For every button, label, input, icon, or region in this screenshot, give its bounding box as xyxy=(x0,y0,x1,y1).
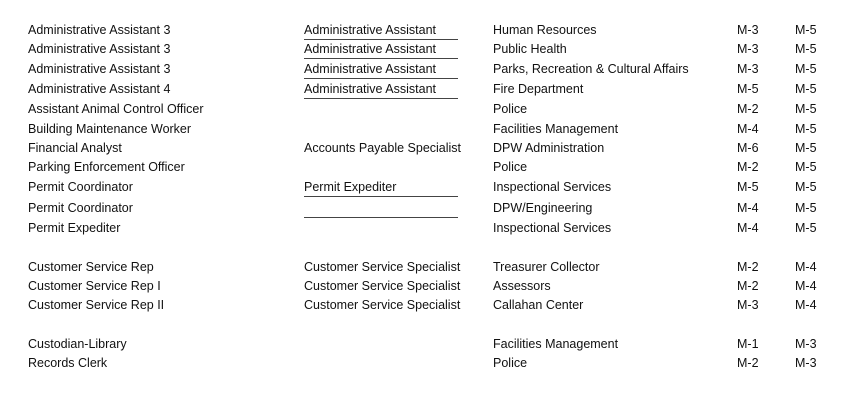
title-cell: Administrative Assistant 4 xyxy=(28,82,171,96)
current-grade-cell: M-3 xyxy=(737,62,759,76)
table-row xyxy=(0,335,848,354)
new-title-cell: Customer Service Specialist xyxy=(304,298,461,312)
new-grade-cell: M-5 xyxy=(795,82,817,96)
table-row xyxy=(0,60,848,79)
new-grade-cell: M-5 xyxy=(795,122,817,136)
department-cell: Human Resources xyxy=(493,23,597,37)
department-cell: Assessors xyxy=(493,279,551,293)
new-title-cell: Administrative Assistant xyxy=(304,62,436,76)
current-grade-cell: M-3 xyxy=(737,23,759,37)
current-grade-cell: M-4 xyxy=(737,221,759,235)
new-grade-cell: M-5 xyxy=(795,141,817,155)
department-cell: Facilities Management xyxy=(493,337,619,351)
underline-rule xyxy=(304,58,458,59)
title-cell: Custodian-Library xyxy=(28,337,127,351)
new-grade-cell: M-5 xyxy=(795,221,817,235)
title-cell: Customer Service Rep I xyxy=(28,279,161,293)
current-grade-cell: M-3 xyxy=(737,42,759,56)
new-grade-cell: M-3 xyxy=(795,337,817,351)
title-cell: Administrative Assistant 3 xyxy=(28,23,171,37)
table-row xyxy=(0,120,848,139)
new-grade-cell: M-4 xyxy=(795,298,817,312)
new-grade-cell: M-5 xyxy=(795,42,817,56)
title-cell: Administrative Assistant 3 xyxy=(28,62,171,76)
title-cell: Assistant Animal Control Officer xyxy=(28,102,204,116)
new-grade-cell: M-5 xyxy=(795,62,817,76)
new-grade-cell: M-5 xyxy=(795,23,817,37)
title-cell: Permit Coordinator xyxy=(28,180,133,194)
department-cell: Treasurer Collector xyxy=(493,260,600,274)
underline-rule xyxy=(304,39,458,40)
current-grade-cell: M-4 xyxy=(737,122,759,136)
new-title-cell: Administrative Assistant xyxy=(304,82,436,96)
table-row xyxy=(0,139,848,158)
new-title-cell: Accounts Payable Specialist xyxy=(304,141,462,155)
new-grade-cell: M-4 xyxy=(795,260,817,274)
new-title-cell: Customer Service Specialist xyxy=(304,260,461,274)
new-grade-cell: M-5 xyxy=(795,180,817,194)
table-row xyxy=(0,21,848,40)
new-title-cell: Administrative Assistant xyxy=(304,42,436,56)
table-row xyxy=(0,178,848,197)
department-cell: Facilities Management xyxy=(493,122,619,136)
current-grade-cell: M-2 xyxy=(737,356,759,370)
table-row xyxy=(0,199,848,218)
title-cell: Customer Service Rep II xyxy=(28,298,165,312)
department-cell: Fire Department xyxy=(493,82,584,96)
current-grade-cell: M-2 xyxy=(737,102,759,116)
current-grade-cell: M-5 xyxy=(737,180,759,194)
table-row xyxy=(0,219,848,238)
title-cell: Parking Enforcement Officer xyxy=(28,160,185,174)
current-grade-cell: M-5 xyxy=(737,82,759,96)
new-grade-cell: M-5 xyxy=(795,160,817,174)
current-grade-cell: M-6 xyxy=(737,141,759,155)
new-title-cell: Customer Service Specialist xyxy=(304,279,461,293)
current-grade-cell: M-2 xyxy=(737,279,759,293)
department-cell: Public Health xyxy=(493,42,567,56)
title-cell: Records Clerk xyxy=(28,356,108,370)
new-grade-cell: M-5 xyxy=(795,102,817,116)
current-grade-cell: M-4 xyxy=(737,201,759,215)
table-row xyxy=(0,100,848,119)
current-grade-cell: M-2 xyxy=(737,260,759,274)
underline-rule xyxy=(304,196,458,197)
title-cell: Customer Service Rep xyxy=(28,260,154,274)
table-row xyxy=(0,277,848,296)
current-grade-cell: M-2 xyxy=(737,160,759,174)
table-row xyxy=(0,258,848,277)
department-cell: Police xyxy=(493,102,528,116)
department-cell: Inspectional Services xyxy=(493,221,612,235)
new-grade-cell: M-4 xyxy=(795,279,817,293)
department-cell: Inspectional Services xyxy=(493,180,612,194)
department-cell: DPW/Engineering xyxy=(493,201,593,215)
table-row xyxy=(0,354,848,373)
title-cell: Permit Expediter xyxy=(28,221,121,235)
new-title-cell: Administrative Assistant xyxy=(304,23,436,37)
new-grade-cell: M-5 xyxy=(795,201,817,215)
underline-rule xyxy=(304,217,458,218)
title-cell: Administrative Assistant 3 xyxy=(28,42,171,56)
new-grade-cell: M-3 xyxy=(795,356,817,370)
current-grade-cell: M-3 xyxy=(737,298,759,312)
underline-rule xyxy=(304,78,458,79)
department-cell: Police xyxy=(493,356,528,370)
current-grade-cell: M-1 xyxy=(737,337,759,351)
title-cell: Financial Analyst xyxy=(28,141,122,155)
title-cell: Building Maintenance Worker xyxy=(28,122,192,136)
underline-rule xyxy=(304,98,458,99)
table-row xyxy=(0,158,848,177)
department-cell: Police xyxy=(493,160,528,174)
department-cell: Parks, Recreation & Cultural Affairs xyxy=(493,62,689,76)
table-row xyxy=(0,40,848,59)
title-cell: Permit Coordinator xyxy=(28,201,133,215)
department-cell: DPW Administration xyxy=(493,141,605,155)
table-row xyxy=(0,296,848,315)
department-cell: Callahan Center xyxy=(493,298,584,312)
new-title-cell: Permit Expediter xyxy=(304,180,397,194)
table-row xyxy=(0,80,848,99)
